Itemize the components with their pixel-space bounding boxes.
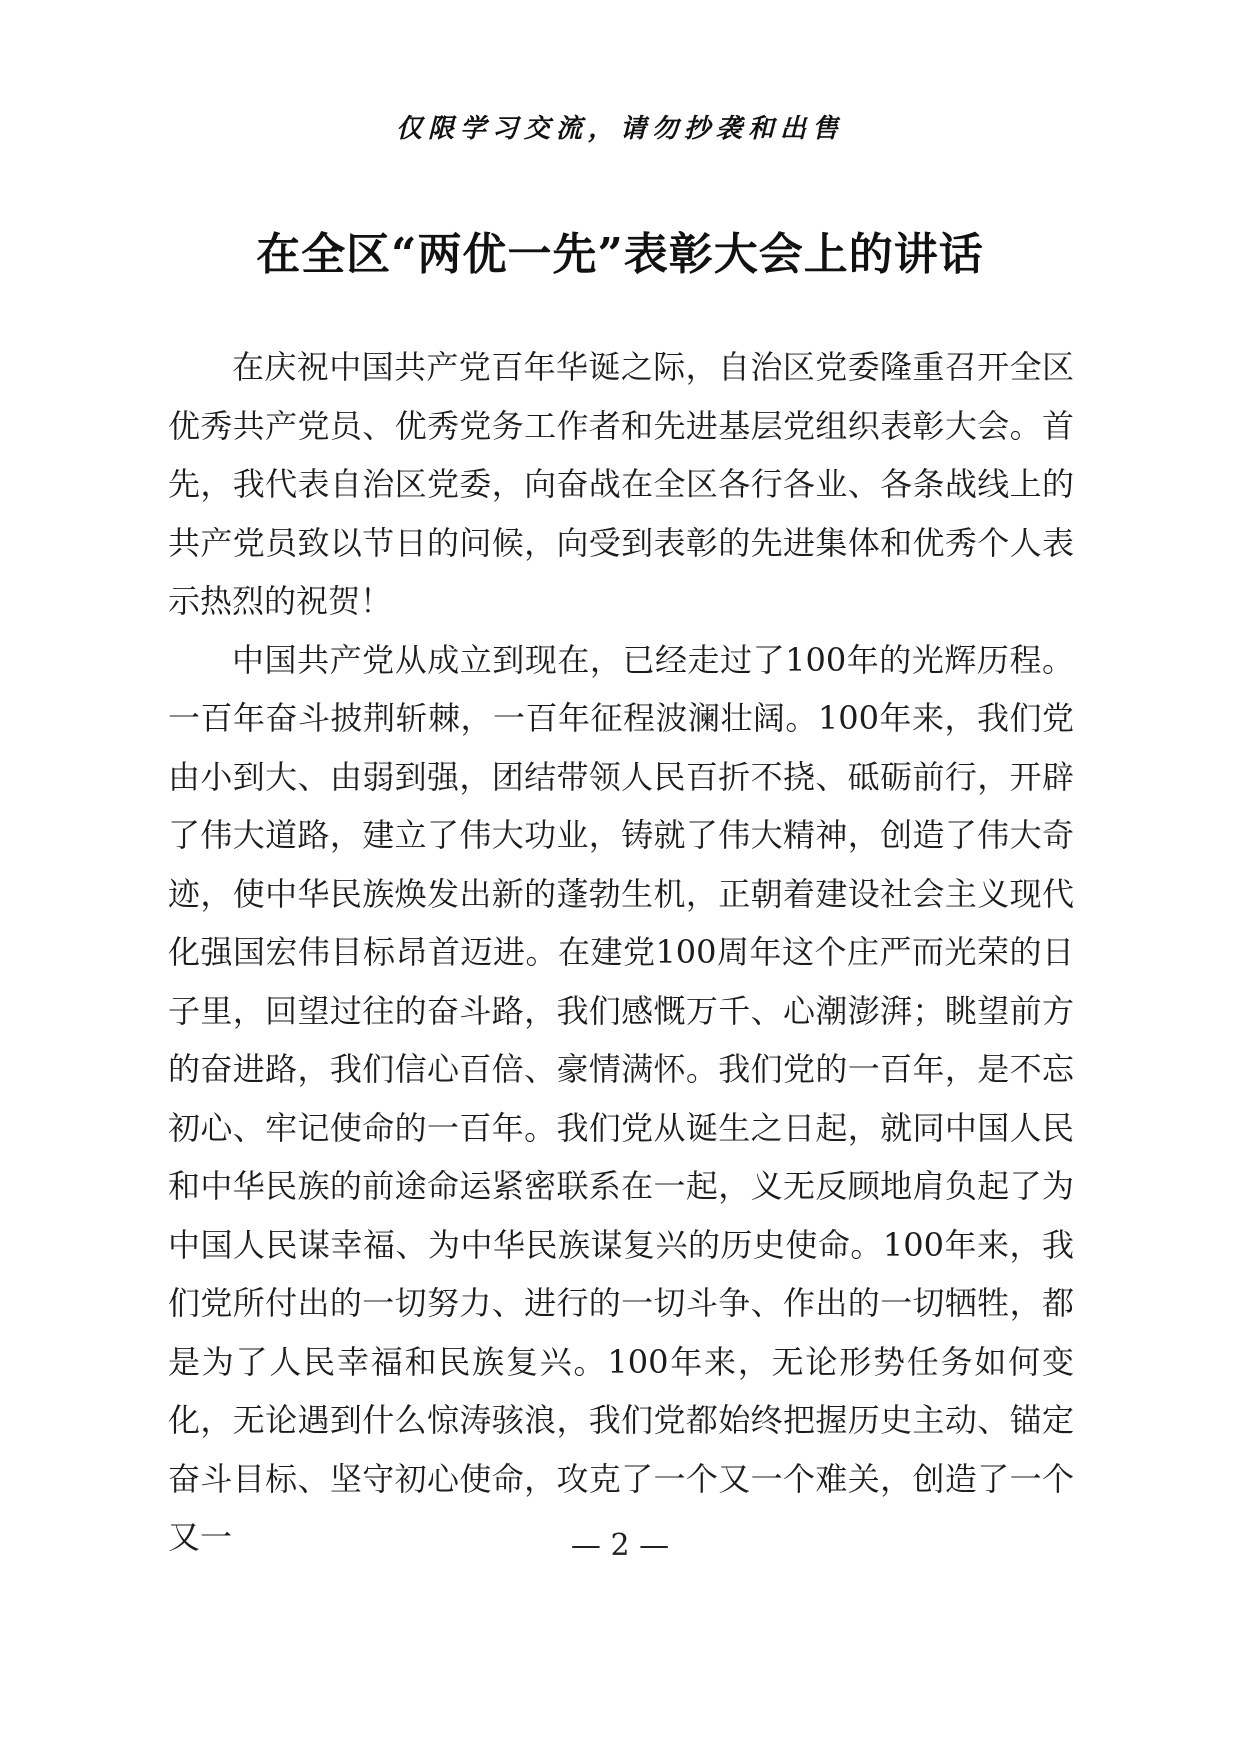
paragraph: 中国共产党从成立到现在，已经走过了100年的光辉历程。一百年奋斗披荆斩棘，一百年征程波澜壮阔。100年来，我们党由小到大、由弱到强，团结带领人民百折不挠、砥砺前行，开辟了伟大道路，建立了伟大功业，铸就了伟大精神，创造了伟大奇迹，使中华民族焕发出新的蓬勃生机，正朝着建设社会主义现代化强国宏伟目标昂首迈进。在建党100周年这个庄严而光荣的日子里，回望过往的奋斗路，我们感慨万千、心潮澎湃；眺望前方的奋进路，我们信心百倍、豪情满怀。我们党的一百年，是不忘初心、牢记使命的一百年。我们党从诞生之日起，就同中国人民和中华民族的前途命运紧密联系在一起，义无反顾地肩负起了为中国人民谋幸福、为中华民族谋复兴的历史使命。100年来，我们党所付出的一切努力、进行的一切斗争、作出的一切牺牲，都是为了人民幸福和民族复兴。100年来，无论形势任务如何变化，无论遇到什么惊涛骇浪，我们党都始终把握历史主动、锚定奋斗目标、坚守初心使命，攻克了一个又一个难关，创造了一个又一 <box>168 640 1074 1556</box>
header-note: 仅限学习交流，请勿抄袭和出售 <box>395 114 844 144</box>
document-body <box>168 338 1074 1567</box>
paragraph: 在庆祝中国共产党百年华诞之际，自治区党委隆重召开全区优秀共产党员、优秀党务工作者和先进基层党组织表彰大会。首先，我代表自治区党委，向奋战在全区各行各业、各条战线上的共产党员致以节日的问候，向受到表彰的先进集体和优秀个人表示热烈的祝贺！ <box>168 348 1074 620</box>
page-number: — 2 — <box>570 1528 670 1563</box>
page-title: 在全区“两优一先”表彰大会上的讲话 <box>256 229 984 280</box>
